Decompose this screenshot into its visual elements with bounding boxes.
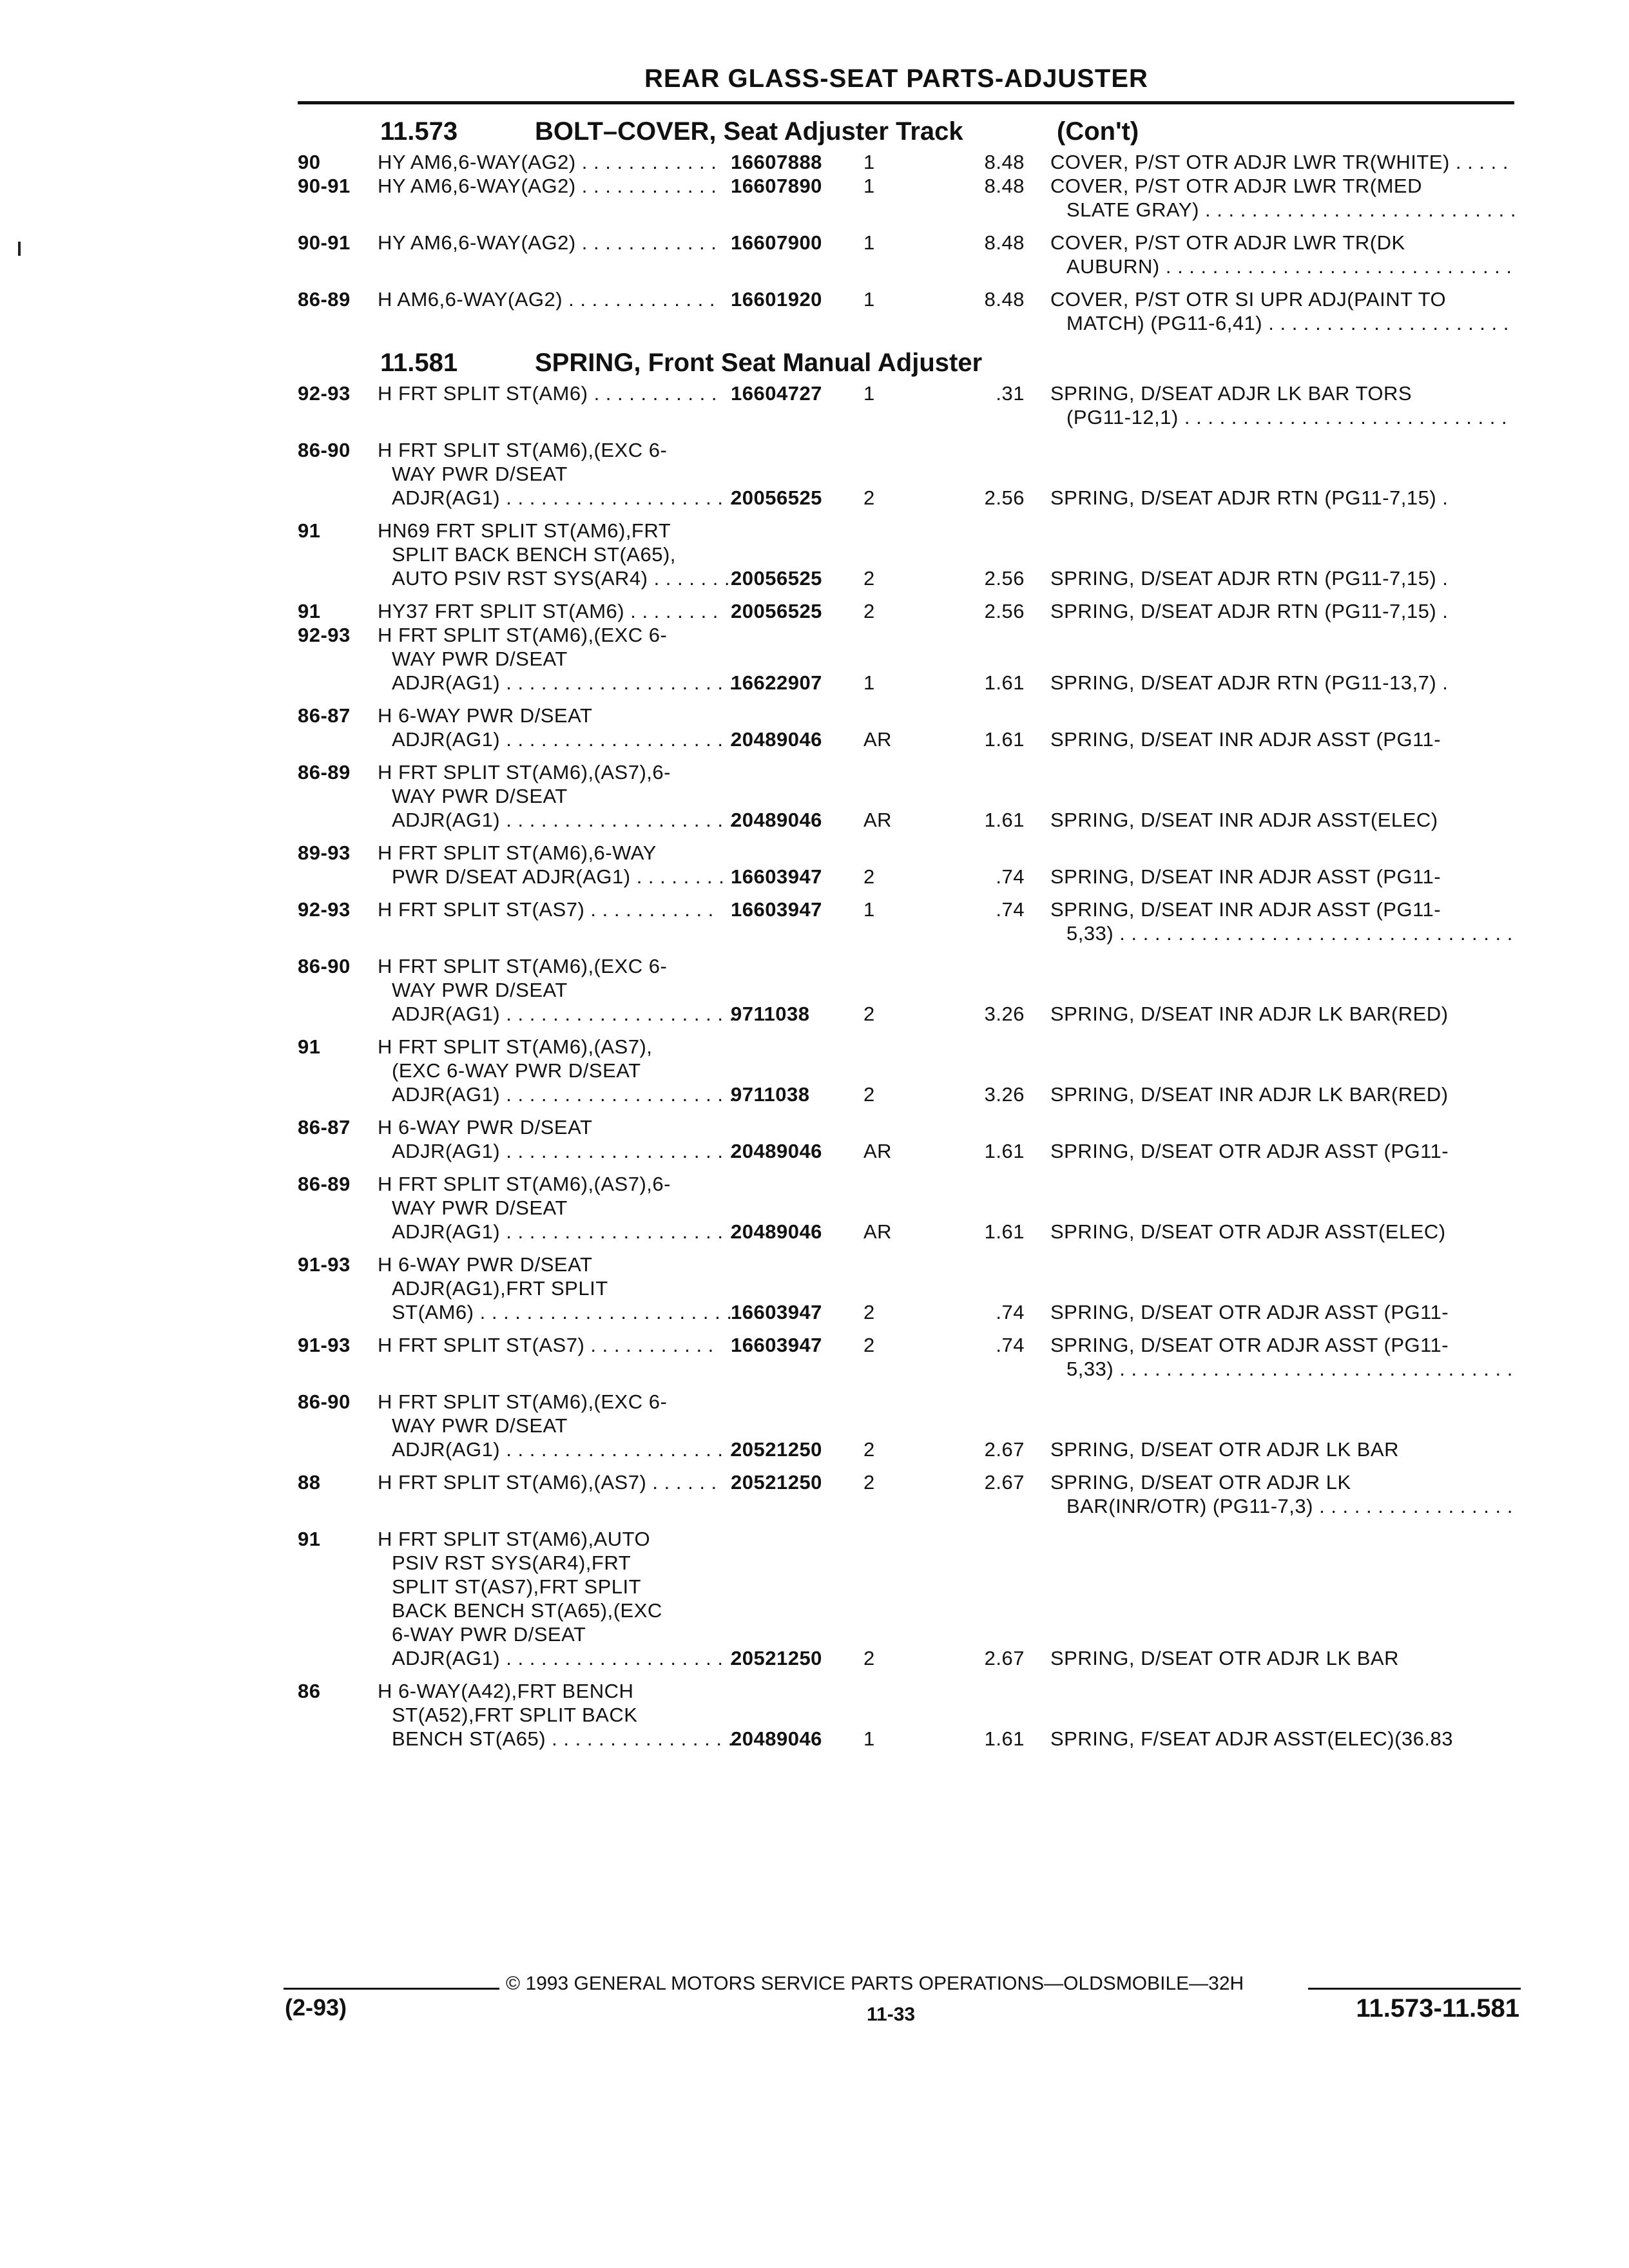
part-name: SPRING, D/SEAT ADJR RTN (PG11-7,15) . xyxy=(1050,600,1449,622)
model-years: 91 xyxy=(298,600,321,622)
price: .74 xyxy=(996,865,1025,888)
parts-entry xyxy=(0,1390,1629,1461)
section-number: 11.581 xyxy=(380,349,458,377)
part-name: SPRING, D/SEAT OTR ADJR ASST (PG11- xyxy=(1050,1334,1449,1356)
part-name: SPRING, D/SEAT INR ADJR ASST(ELEC) xyxy=(1050,809,1438,831)
model-years: 90-91 xyxy=(298,231,351,254)
entry-spacer xyxy=(0,1518,1629,1527)
price: 1.61 xyxy=(984,671,1025,694)
usage-description: AUTO PSIV RST SYS(AR4) . . . xyxy=(392,566,733,590)
entry-spacer xyxy=(0,1244,1629,1253)
entry-spacer xyxy=(0,832,1629,841)
entry-line xyxy=(0,1357,1629,1381)
usage-description: ADJR(AG1) . . . xyxy=(392,671,733,695)
model-years: 86-90 xyxy=(298,1390,351,1413)
part-number: 16603947 xyxy=(731,1301,822,1323)
usage-description: WAY PWR D/SEAT xyxy=(392,1414,568,1437)
entry-line xyxy=(0,865,1629,889)
section-title: BOLT–COVER, Seat Adjuster Track xyxy=(535,117,963,146)
section-continued: (Con't) xyxy=(1057,117,1139,146)
usage-description: H 6-WAY PWR D/SEAT xyxy=(378,1253,593,1276)
quantity: 2 xyxy=(863,1083,875,1106)
usage-description: H FRT SPLIT ST(AM6),(EXC 6- xyxy=(378,955,668,977)
usage-description: ADJR(AG1) . . . xyxy=(392,486,733,510)
part-name: SPRING, D/SEAT OTR ADJR ASST (PG11- xyxy=(1050,1301,1449,1323)
entry-spacer xyxy=(0,1324,1629,1333)
quantity: 1 xyxy=(863,151,875,173)
usage-description: WAY PWR D/SEAT xyxy=(392,1196,568,1219)
entry-spacer xyxy=(0,1026,1629,1035)
parts-entry xyxy=(0,1679,1629,1751)
usage-description: PWR D/SEAT ADJR(AG1) . . . xyxy=(392,865,733,889)
entry-line xyxy=(0,1276,1629,1300)
part-number: 20521250 xyxy=(731,1471,822,1494)
parts-entry xyxy=(0,623,1629,695)
part-name: SPRING, D/SEAT ADJR RTN (PG11-7,15) . xyxy=(1050,567,1449,590)
usage-description: ADJR(AG1) . . . xyxy=(392,727,733,751)
parts-entry xyxy=(0,898,1629,945)
model-years: 86-89 xyxy=(298,288,351,311)
entry-line xyxy=(0,1196,1629,1220)
model-years: 86 xyxy=(298,1680,321,1702)
model-years: 86-89 xyxy=(298,761,351,783)
usage-description: ADJR(AG1) . . . xyxy=(392,1646,733,1670)
section-title: SPRING, Front Seat Manual Adjuster xyxy=(535,349,983,377)
part-number: 16604727 xyxy=(731,382,822,405)
page-title: REAR GLASS-SEAT PARTS-ADJUSTER xyxy=(644,64,1148,93)
entry-line xyxy=(0,1333,1629,1357)
quantity: 1 xyxy=(863,175,875,197)
model-years: 88 xyxy=(298,1471,321,1494)
model-years: 92-93 xyxy=(298,382,351,405)
entry-line xyxy=(0,381,1629,405)
entry-line xyxy=(0,311,1629,335)
parts-entry xyxy=(0,1527,1629,1670)
usage-description: PSIV RST SYS(AR4),FRT xyxy=(392,1552,631,1574)
price: 8.48 xyxy=(984,288,1025,311)
entry-spacer xyxy=(0,429,1629,438)
usage-description: H FRT SPLIT ST(AM6),(AS7),6- xyxy=(378,1173,671,1195)
footer-copyright: © 1993 GENERAL MOTORS SERVICE PARTS OPERATIONS—OLDSMOBILE—32H xyxy=(506,1973,1244,1994)
part-name: SPRING, D/SEAT INR ADJR ASST (PG11- xyxy=(1050,865,1441,888)
part-number: 16607888 xyxy=(731,151,822,173)
entry-line xyxy=(0,566,1629,590)
usage-description: H FRT SPLIT ST(AM6),6-WAY xyxy=(378,841,657,864)
entry-line xyxy=(0,760,1629,784)
entry-spacer xyxy=(0,1670,1629,1679)
part-name: SPRING, D/SEAT ADJR RTN (PG11-7,15) . xyxy=(1050,486,1449,509)
section-header xyxy=(0,344,1629,381)
model-years: 92-93 xyxy=(298,898,351,921)
price: 1.61 xyxy=(984,728,1025,751)
part-name: SPRING, D/SEAT INR ADJR ASST (PG11- xyxy=(1050,728,1441,751)
part-number: 20489046 xyxy=(731,1727,822,1750)
entry-line xyxy=(0,174,1629,198)
price: .31 xyxy=(996,382,1025,405)
entry-spacer xyxy=(0,695,1629,704)
model-years: 86-90 xyxy=(298,955,351,977)
quantity: 1 xyxy=(863,898,875,921)
part-name: SPRING, D/SEAT OTR ADJR ASST (PG11- xyxy=(1050,1140,1449,1162)
quantity: 1 xyxy=(863,288,875,311)
parts-entry xyxy=(0,1333,1629,1381)
price: 8.48 xyxy=(984,175,1025,197)
part-number: 9711038 xyxy=(731,1083,810,1106)
quantity: AR xyxy=(863,1220,892,1243)
price: 8.48 xyxy=(984,231,1025,254)
parts-entry xyxy=(0,150,1629,174)
quantity: 1 xyxy=(863,382,875,405)
entry-line xyxy=(0,1139,1629,1163)
part-number: 20056525 xyxy=(731,567,822,590)
entry-line xyxy=(0,1035,1629,1059)
usage-description: 6-WAY PWR D/SEAT xyxy=(392,1623,586,1646)
entry-spacer xyxy=(0,510,1629,519)
entry-line xyxy=(0,898,1629,921)
usage-description: HY37 FRT SPLIT ST(AM6) . . . xyxy=(378,599,719,623)
price: .74 xyxy=(996,1334,1025,1356)
part-number: 16603947 xyxy=(731,1334,822,1356)
usage-description: H 6-WAY PWR D/SEAT xyxy=(378,704,593,727)
header-rule xyxy=(298,101,1514,104)
quantity: 2 xyxy=(863,865,875,888)
entry-line xyxy=(0,808,1629,832)
footer-page-number: 11-33 xyxy=(867,2004,916,2025)
quantity: 2 xyxy=(863,600,875,622)
entry-line xyxy=(0,647,1629,671)
parts-entry xyxy=(0,1172,1629,1244)
entry-spacer xyxy=(0,1163,1629,1172)
entry-line xyxy=(0,1390,1629,1414)
entry-line xyxy=(0,704,1629,727)
part-name: MATCH) (PG11-6,41) . . . xyxy=(1066,311,1514,335)
entry-spacer xyxy=(0,278,1629,287)
part-name: BAR(INR/OTR) (PG11-7,3) . . . xyxy=(1066,1494,1514,1518)
part-name: SPRING, D/SEAT OTR ADJR LK BAR xyxy=(1050,1438,1399,1461)
usage-description: H FRT SPLIT ST(AM6),(AS7) . . . xyxy=(378,1470,719,1494)
price: 1.61 xyxy=(984,1727,1025,1750)
price: .74 xyxy=(996,898,1025,921)
footer-rule-right xyxy=(1308,1988,1521,1990)
entry-line xyxy=(0,1727,1629,1751)
usage-description: H FRT SPLIT ST(AM6),AUTO xyxy=(378,1528,651,1550)
quantity: 2 xyxy=(863,1471,875,1494)
entry-line xyxy=(0,1599,1629,1622)
part-number: 20489046 xyxy=(731,1220,822,1243)
quantity: 2 xyxy=(863,567,875,590)
usage-description: HY AM6,6-WAY(AG2) . . . xyxy=(378,174,719,198)
entry-line xyxy=(0,841,1629,865)
parts-entry xyxy=(0,1115,1629,1163)
entry-line xyxy=(0,462,1629,486)
parts-entry xyxy=(0,1035,1629,1106)
quantity: 1 xyxy=(863,231,875,254)
model-years: 91 xyxy=(298,519,321,542)
entry-line xyxy=(0,599,1629,623)
entry-spacer xyxy=(0,889,1629,898)
usage-description: H FRT SPLIT ST(AM6) . . . xyxy=(378,381,719,405)
parts-entry xyxy=(0,1253,1629,1324)
price: 1.61 xyxy=(984,1220,1025,1243)
entry-line xyxy=(0,1622,1629,1646)
part-number: 20521250 xyxy=(731,1438,822,1461)
quantity: 2 xyxy=(863,1438,875,1461)
entry-line xyxy=(0,1300,1629,1324)
parts-entry xyxy=(0,287,1629,335)
entry-line xyxy=(0,1679,1629,1703)
part-name: SPRING, D/SEAT INR ADJR LK BAR(RED) xyxy=(1050,1083,1449,1106)
part-name: SPRING, D/SEAT OTR ADJR ASST(ELEC) xyxy=(1050,1220,1446,1243)
entry-line xyxy=(0,255,1629,278)
price: 2.56 xyxy=(984,600,1025,622)
quantity: 2 xyxy=(863,1003,875,1025)
price: 1.61 xyxy=(984,809,1025,831)
part-name: SPRING, D/SEAT OTR ADJR LK xyxy=(1050,1471,1351,1494)
part-number: 16607900 xyxy=(731,231,822,254)
entry-line xyxy=(0,1059,1629,1082)
entry-line xyxy=(0,954,1629,978)
usage-description: ADJR(AG1) . . . xyxy=(392,1002,733,1026)
entry-line xyxy=(0,1082,1629,1106)
section-number: 11.573 xyxy=(380,117,458,146)
usage-description: ADJR(AG1) . . . xyxy=(392,1220,733,1244)
usage-description: H FRT SPLIT ST(AM6),(AS7), xyxy=(378,1035,653,1058)
part-name: SPRING, D/SEAT ADJR RTN (PG11-13,7) . xyxy=(1050,671,1449,694)
parts-entry xyxy=(0,438,1629,510)
usage-description: ST(AM6) . . . xyxy=(392,1300,733,1324)
entry-line xyxy=(0,150,1629,174)
part-number: 9711038 xyxy=(731,1003,810,1025)
part-name: SPRING, D/SEAT INR ADJR ASST (PG11- xyxy=(1050,898,1441,921)
usage-description: SPLIT ST(AS7),FRT SPLIT xyxy=(392,1575,642,1598)
parts-entry xyxy=(0,954,1629,1026)
parts-entry xyxy=(0,1470,1629,1518)
part-number: 20489046 xyxy=(731,728,822,751)
quantity: 2 xyxy=(863,1647,875,1669)
model-years: 91-93 xyxy=(298,1334,351,1356)
part-number: 16603947 xyxy=(731,865,822,888)
entry-line xyxy=(0,198,1629,222)
entry-spacer xyxy=(0,1751,1629,1760)
price: 2.67 xyxy=(984,1471,1025,1494)
part-name: SLATE GRAY) . . . xyxy=(1066,198,1514,222)
price: 3.26 xyxy=(984,1083,1025,1106)
price: .74 xyxy=(996,1301,1025,1323)
quantity: 2 xyxy=(863,1334,875,1356)
entry-spacer xyxy=(0,1106,1629,1115)
usage-description: HY AM6,6-WAY(AG2) . . . xyxy=(378,231,719,255)
usage-description: WAY PWR D/SEAT xyxy=(392,463,568,485)
quantity: AR xyxy=(863,728,892,751)
entry-spacer xyxy=(0,1381,1629,1390)
entry-line xyxy=(0,1172,1629,1196)
part-number: 16601920 xyxy=(731,288,822,311)
entry-line xyxy=(0,1551,1629,1575)
usage-description: ADJR(AG1),FRT SPLIT xyxy=(392,1277,608,1300)
part-number: 20489046 xyxy=(731,1140,822,1162)
entry-line xyxy=(0,1527,1629,1551)
quantity: 2 xyxy=(863,486,875,509)
usage-description: H FRT SPLIT ST(AS7) . . . xyxy=(378,898,719,921)
entry-spacer xyxy=(0,751,1629,760)
quantity: 1 xyxy=(863,1727,875,1750)
model-years: 92-93 xyxy=(298,624,351,646)
model-years: 86-87 xyxy=(298,1116,351,1139)
entry-line xyxy=(0,623,1629,647)
parts-entry xyxy=(0,231,1629,278)
parts-entry xyxy=(0,519,1629,590)
model-years: 86-89 xyxy=(298,1173,351,1195)
usage-description: ADJR(AG1) . . . xyxy=(392,1437,733,1461)
section-header xyxy=(0,113,1629,150)
part-name: COVER, P/ST OTR SI UPR ADJ(PAINT TO xyxy=(1050,288,1447,311)
usage-description: H FRT SPLIT ST(AS7) . . . xyxy=(378,1333,719,1357)
usage-description: HY AM6,6-WAY(AG2) . . . xyxy=(378,150,719,174)
price: 2.67 xyxy=(984,1438,1025,1461)
part-name: AUBURN) . . . xyxy=(1066,255,1514,278)
part-name: SPRING, D/SEAT OTR ADJR LK BAR xyxy=(1050,1647,1399,1669)
part-name: (PG11-12,1) . . . xyxy=(1066,405,1514,429)
parts-entry xyxy=(0,599,1629,623)
entry-line xyxy=(0,543,1629,566)
usage-description: H FRT SPLIT ST(AM6),(EXC 6- xyxy=(378,624,668,646)
usage-description: H 6-WAY PWR D/SEAT xyxy=(378,1116,593,1139)
entry-line xyxy=(0,1115,1629,1139)
entry-line xyxy=(0,438,1629,462)
entry-spacer xyxy=(0,222,1629,231)
entry-line xyxy=(0,1470,1629,1494)
price: 3.26 xyxy=(984,1003,1025,1025)
entry-line xyxy=(0,921,1629,945)
part-name: COVER, P/ST OTR ADJR LWR TR(WHITE) . . . xyxy=(1050,150,1514,174)
usage-description: H AM6,6-WAY(AG2) . . . xyxy=(378,287,719,311)
entry-spacer xyxy=(0,590,1629,599)
usage-description: H FRT SPLIT ST(AM6),(EXC 6- xyxy=(378,1390,668,1413)
model-years: 91 xyxy=(298,1528,321,1550)
part-number: 16603947 xyxy=(731,898,822,921)
usage-description: WAY PWR D/SEAT xyxy=(392,648,568,670)
usage-description: ADJR(AG1) . . . xyxy=(392,1139,733,1163)
usage-description: H 6-WAY(A42),FRT BENCH xyxy=(378,1680,634,1702)
parts-entry xyxy=(0,841,1629,889)
parts-entry xyxy=(0,704,1629,751)
usage-description: ST(A52),FRT SPLIT BACK xyxy=(392,1704,638,1726)
usage-description: WAY PWR D/SEAT xyxy=(392,785,568,807)
price: 2.56 xyxy=(984,486,1025,509)
part-number: 20056525 xyxy=(731,600,822,622)
parts-entry xyxy=(0,760,1629,832)
entry-line xyxy=(0,519,1629,543)
usage-description: SPLIT BACK BENCH ST(A65), xyxy=(392,543,676,566)
entry-line xyxy=(0,1414,1629,1437)
parts-listing xyxy=(0,113,1629,1760)
entry-line xyxy=(0,1002,1629,1026)
usage-description: ADJR(AG1) . . . xyxy=(392,808,733,832)
quantity: 1 xyxy=(863,671,875,694)
parts-entry xyxy=(0,381,1629,429)
part-name: 5,33) . . . xyxy=(1066,1357,1514,1381)
quantity: AR xyxy=(863,809,892,831)
usage-description: WAY PWR D/SEAT xyxy=(392,979,568,1001)
entry-line xyxy=(0,405,1629,429)
entry-spacer xyxy=(0,1461,1629,1470)
part-name: 5,33) . . . xyxy=(1066,921,1514,945)
model-years: 90 xyxy=(298,151,321,173)
part-number: 20056525 xyxy=(731,486,822,509)
entry-line xyxy=(0,1437,1629,1461)
usage-description: H FRT SPLIT ST(AM6),(EXC 6- xyxy=(378,439,668,461)
usage-description: BACK BENCH ST(A65),(EXC xyxy=(392,1599,662,1622)
price: 2.67 xyxy=(984,1647,1025,1669)
part-number: 16607890 xyxy=(731,175,822,197)
usage-description: H FRT SPLIT ST(AM6),(AS7),6- xyxy=(378,761,671,783)
footer-date-code: (2-93) xyxy=(285,1994,347,2021)
price: 1.61 xyxy=(984,1140,1025,1162)
part-name: COVER, P/ST OTR ADJR LWR TR(MED xyxy=(1050,175,1422,197)
part-name: COVER, P/ST OTR ADJR LWR TR(DK xyxy=(1050,231,1405,254)
usage-description: HN69 FRT SPLIT ST(AM6),FRT xyxy=(378,519,671,542)
entry-line xyxy=(0,1253,1629,1276)
entry-line xyxy=(0,784,1629,808)
part-name: SPRING, D/SEAT INR ADJR LK BAR(RED) xyxy=(1050,1003,1449,1025)
quantity: 2 xyxy=(863,1301,875,1323)
part-name: SPRING, D/SEAT ADJR LK BAR TORS xyxy=(1050,382,1412,405)
entry-line xyxy=(0,1703,1629,1727)
part-number: 20489046 xyxy=(731,809,822,831)
model-years: 86-87 xyxy=(298,704,351,727)
entry-spacer xyxy=(0,335,1629,344)
entry-line xyxy=(0,231,1629,255)
entry-line xyxy=(0,978,1629,1002)
part-name: SPRING, F/SEAT ADJR ASST(ELEC)(36.83 xyxy=(1050,1727,1453,1750)
usage-description: (EXC 6-WAY PWR D/SEAT xyxy=(392,1059,641,1082)
model-years: 86-90 xyxy=(298,439,351,461)
footer-rule-left xyxy=(284,1988,499,1990)
entry-line xyxy=(0,727,1629,751)
entry-line xyxy=(0,1220,1629,1244)
entry-line xyxy=(0,1646,1629,1670)
usage-description: ADJR(AG1) . . . xyxy=(392,1082,733,1106)
entry-line xyxy=(0,1575,1629,1599)
quantity: AR xyxy=(863,1140,892,1162)
entry-line xyxy=(0,486,1629,510)
model-years: 91-93 xyxy=(298,1253,351,1276)
usage-description: BENCH ST(A65) . . . xyxy=(392,1727,733,1751)
entry-line xyxy=(0,287,1629,311)
part-number: 20521250 xyxy=(731,1647,822,1669)
price: 8.48 xyxy=(984,151,1025,173)
part-number: 16622907 xyxy=(731,671,822,694)
parts-entry xyxy=(0,174,1629,222)
model-years: 89-93 xyxy=(298,841,351,864)
entry-line xyxy=(0,671,1629,695)
model-years: 91 xyxy=(298,1035,321,1058)
price: 2.56 xyxy=(984,567,1025,590)
entry-spacer xyxy=(0,945,1629,954)
entry-line xyxy=(0,1494,1629,1518)
model-years: 90-91 xyxy=(298,175,351,197)
footer-section-range: 11.573-11.581 xyxy=(1356,1994,1519,2023)
